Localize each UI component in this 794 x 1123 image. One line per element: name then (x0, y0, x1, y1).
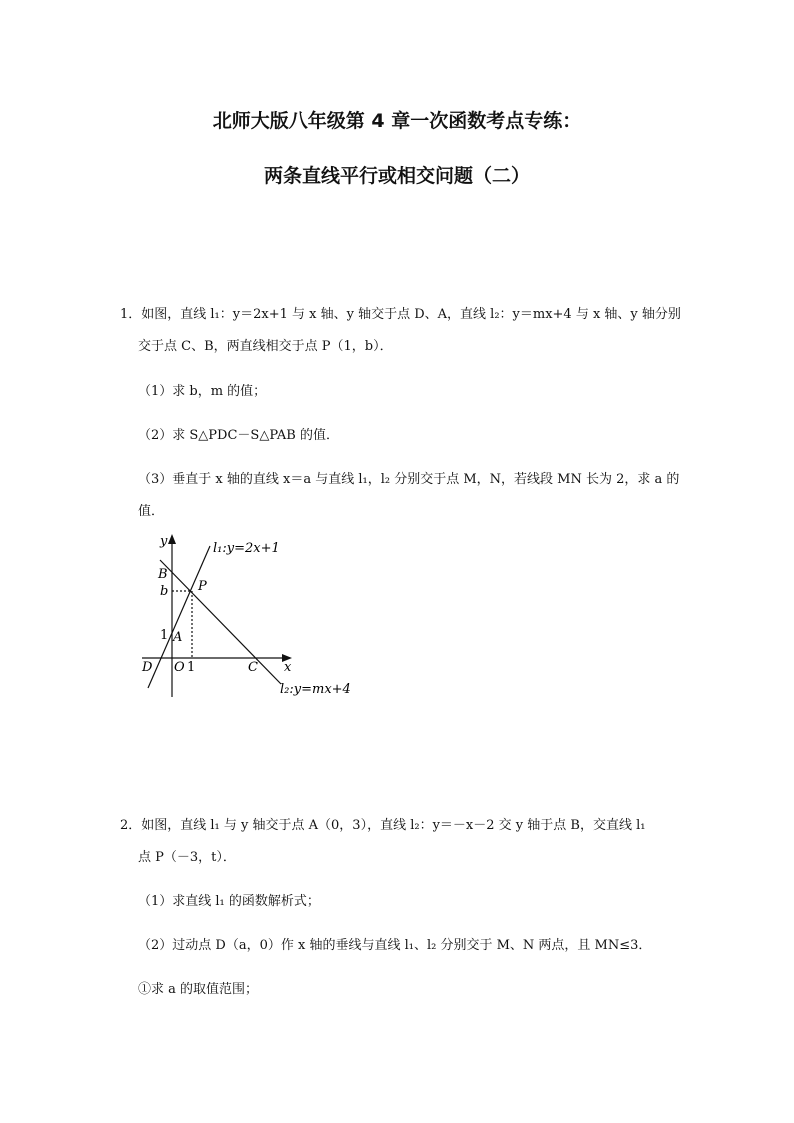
label-1x: 1 (187, 660, 196, 675)
q1-part1: （1）求 b，m 的值； (138, 384, 267, 399)
figure-1 (138, 532, 368, 707)
q2-part2: （2）过动点 D（a，0）作 x 轴的垂线与直线 l₁、l₂ 分别交于 M、N 两点，且 MN≤3． (138, 938, 652, 953)
q1-part3-line2: 值． (138, 504, 165, 519)
q2-part1: （1）求直线 l₁ 的函数解析式； (138, 894, 320, 909)
label-l1: l₁:y=2x+1 (213, 541, 280, 556)
label-A: A (173, 630, 183, 645)
y-axis-arrow (168, 534, 176, 544)
page-title-line1: 北师大版八年级第 4 章一次函数考点专练： (212, 110, 582, 132)
label-D: D (142, 660, 153, 675)
label-l2: l₂:y=mx+4 (280, 682, 351, 697)
q2-stem-line1: 2．如图，直线 l₁ 与 y 轴交于点 A（0，3），直线 l₂：y＝－x－2 交 y 轴于点 B，交直线 l₁ (120, 818, 646, 833)
label-b: b (160, 584, 169, 599)
label-B: B (158, 567, 168, 582)
label-1y: 1 (160, 628, 169, 643)
q1-stem-line2: 交于点 C、B，两直线相交于点 P（1，b）． (138, 339, 393, 354)
page-title-line2: 两条直线平行或相交问题（二） (263, 165, 530, 187)
q1-stem-line1: 1．如图，直线 l₁：y＝2x+1 与 x 轴、y 轴交于点 D、A，直线 l₂：y＝mx+4 与 x 轴、y 轴分别 (120, 307, 681, 322)
label-P: P (198, 579, 207, 594)
label-O: O (174, 660, 185, 675)
label-x: x (284, 660, 292, 675)
q2-stem-line2: 点 P（－3，t）． (138, 850, 236, 865)
label-y: y (160, 534, 168, 549)
q2-sub1: ①求 a 的取值范围； (138, 982, 259, 997)
q1-part2: （2）求 S△PDC－S△PAB 的值． (138, 428, 339, 443)
q1-part3-line1: （3）垂直于 x 轴的直线 x＝a 与直线 l₁，l₂ 分别交于点 M，N，若线段 MN 长为 2，求 a 的 (138, 472, 680, 487)
label-C: C (248, 660, 258, 675)
